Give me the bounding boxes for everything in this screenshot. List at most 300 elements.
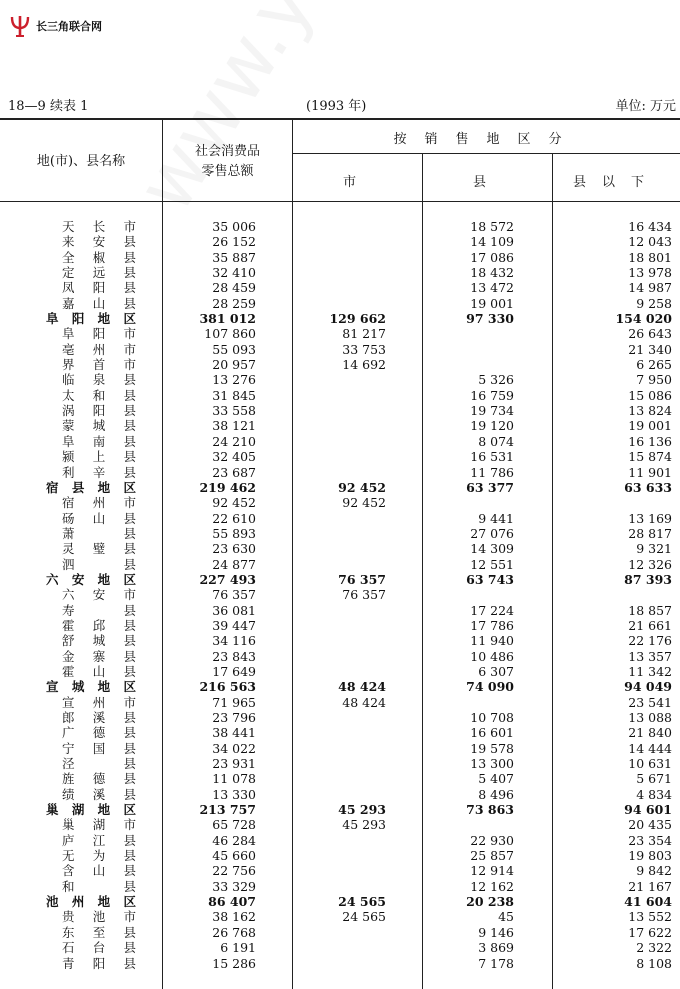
name-char: 县 [123,710,136,725]
row-county-value: 27 076 [470,525,514,541]
name-char: 区 [123,571,136,587]
row-name [62,342,136,357]
row-total-value: 35 006 [212,219,256,234]
row-below-value: 19 001 [628,418,672,434]
row-below-value: 87 393 [624,571,672,587]
site-name: 长三角联合网 [36,20,102,33]
table-row [0,649,680,664]
row-total-value: 24 210 [212,433,256,449]
row-total-value: 216 563 [199,679,256,695]
name-char: 地 [97,802,111,818]
region-row [0,802,680,817]
row-below-value: 17 622 [628,924,672,940]
table-year: (1993 年) [306,99,367,114]
name-char: 长 [92,219,106,234]
name-char: 南 [92,433,106,449]
name-char: 城 [71,679,85,695]
table-row [0,280,680,295]
row-total-value: 28 259 [212,295,256,311]
row-city-value: 76 357 [338,571,386,587]
row-county-value: 97 330 [466,311,514,327]
row-below-value: 5 671 [636,771,672,787]
name-char: 州 [92,341,106,357]
row-city-value: 24 565 [342,909,386,925]
row-total-value: 33 558 [212,403,256,419]
row-below-value: 154 020 [615,311,672,327]
row-county-value: 10 486 [470,648,514,664]
row-county-value: 19 001 [470,295,514,311]
row-county-value: 9 441 [478,510,514,526]
row-county-value: 19 734 [470,403,514,419]
row-name [46,572,136,587]
row-county-value: 13 300 [470,756,514,772]
table-top-rule [0,118,680,120]
name-char: 县 [123,556,136,572]
row-name [62,833,136,848]
row-below-value: 63 633 [624,479,672,495]
name-char: 嘉 [62,295,75,311]
name-char: 县 [123,617,136,633]
table-row [0,956,680,971]
row-total-value: 219 462 [199,479,256,495]
name-char: 邱 [92,617,106,633]
name-char: 县 [123,418,136,434]
row-county-value: 8 496 [478,786,514,802]
row-county-value: 7 178 [478,955,514,971]
row-below-value: 15 874 [628,449,672,465]
row-total-value: 107 860 [204,326,256,342]
name-char: 巢 [46,802,59,818]
row-county-value: 20 238 [466,894,514,910]
name-char: 县 [123,525,136,541]
row-name [62,925,136,940]
row-name [62,756,136,771]
row-name [62,541,136,556]
row-below-value: 94 049 [624,679,672,695]
name-char: 县 [123,403,136,419]
row-below-value: 13 169 [628,510,672,526]
total-header [163,142,292,182]
table-row [0,465,680,480]
name-char: 宣 [46,679,59,695]
name-char: 地 [97,894,111,910]
row-name [62,265,136,280]
row-below-value: 7 950 [636,372,672,388]
row-below-value: 9 321 [636,541,672,557]
row-below-value: 20 435 [628,817,672,833]
row-name [62,741,136,756]
name-char: 县 [123,249,136,265]
name-char: 池 [46,894,59,910]
name-char: 山 [92,663,106,679]
row-county-value: 10 708 [470,710,514,725]
row-county-value: 73 863 [466,802,514,818]
row-name [62,465,136,480]
table-row [0,664,680,679]
name-char: 县 [123,449,136,465]
row-total-value: 34 116 [212,633,256,649]
row-total-value: 31 845 [212,387,256,403]
row-total-value: 22 756 [212,863,256,879]
row-below-value: 12 326 [628,556,672,572]
row-city-value: 45 293 [338,802,386,818]
row-county-value: 45 [498,909,514,925]
row-city-value: 92 452 [338,479,386,495]
table-row [0,403,680,418]
name-char: 来 [62,234,75,250]
table-row [0,710,680,725]
row-below-value: 19 803 [628,848,672,864]
name-char: 县 [123,295,136,311]
county-header: 县 [472,175,502,190]
row-total-value: 23 843 [212,648,256,664]
row-total-value: 32 405 [212,449,256,465]
row-county-value: 63 743 [466,571,514,587]
below-county-header: 县以下 [572,175,660,190]
row-county-value: 6 307 [478,663,514,679]
row-below-value: 13 978 [628,265,672,281]
row-county-value: 19 578 [470,740,514,756]
name-char: 阳 [92,955,106,971]
row-name [62,326,136,341]
row-county-value: 9 146 [478,924,514,940]
row-total-value: 26 152 [212,234,256,250]
row-name [62,956,136,971]
row-below-value: 21 840 [628,725,672,741]
name-char: 无 [62,848,75,864]
row-total-value: 213 757 [199,802,256,818]
row-total-value: 86 407 [208,894,256,910]
name-char: 和 [62,878,75,894]
name-char: 舒 [62,633,75,649]
row-name [62,372,136,387]
name-char: 县 [123,633,136,649]
row-total-value: 13 330 [212,786,256,802]
name-char: 亳 [62,341,75,357]
name-char: 县 [123,940,136,956]
row-name [62,863,136,878]
name-char: 县 [123,510,136,526]
name-char: 县 [123,740,136,756]
row-name [62,388,136,403]
row-county-value: 16 601 [470,725,514,741]
row-name [46,480,136,495]
name-char: 泾 [62,756,75,772]
row-total-value: 22 610 [212,510,256,526]
name-char: 全 [62,249,75,265]
name-char: 溪 [92,710,106,725]
name-char: 区 [123,311,136,327]
table-row [0,587,680,602]
table-body [0,219,680,971]
row-name [46,894,136,909]
row-below-value: 13 357 [628,648,672,664]
name-char: 州 [92,694,106,710]
site-logo[interactable] [8,14,102,38]
row-below-value: 26 643 [628,326,672,342]
row-below-value: 15 086 [628,387,672,403]
row-name [62,771,136,786]
table-row [0,863,680,878]
stub-header: 地(市)、县名称 [36,154,126,169]
row-name [62,848,136,863]
table-row [0,372,680,387]
name-char: 安 [92,234,106,250]
name-char: 区 [123,679,136,695]
region-row [0,572,680,587]
name-char: 县 [123,878,136,894]
table-row [0,787,680,802]
table-row [0,725,680,740]
row-name [46,802,136,817]
name-char: 庐 [62,832,75,848]
table-row [0,695,680,710]
name-char: 区 [123,479,136,495]
name-char: 州 [92,495,106,511]
row-name [62,280,136,295]
row-name [62,449,136,464]
name-char: 市 [123,694,136,710]
row-name [62,618,136,633]
name-char: 县 [123,848,136,864]
row-city-value: 48 424 [338,679,386,695]
total-header-line1: 社会消费品 [194,144,260,159]
row-county-value: 16 531 [470,449,514,465]
name-char: 地 [97,479,111,495]
name-char: 金 [62,648,75,664]
name-char: 池 [92,909,106,925]
table-row [0,909,680,924]
row-name [62,495,136,510]
name-char: 利 [62,464,75,480]
row-total-value: 6 191 [220,940,256,956]
row-name [62,434,136,449]
table-id: 18—9 续表 1 [8,99,89,114]
name-char: 台 [92,940,106,956]
name-char: 泉 [92,372,106,388]
name-char: 临 [62,372,75,388]
table-row [0,879,680,894]
name-char: 旌 [62,771,75,787]
name-char: 蒙 [62,418,75,434]
row-name [62,587,136,602]
name-char: 市 [123,326,136,342]
name-char: 县 [123,265,136,281]
table-row [0,541,680,556]
row-below-value: 94 601 [624,802,672,818]
row-below-value: 23 541 [628,694,672,710]
table-row [0,817,680,832]
name-char: 县 [123,541,136,557]
row-name [62,418,136,433]
row-total-value: 36 081 [212,602,256,618]
row-below-value: 2 322 [636,940,672,956]
row-below-value: 18 801 [628,249,672,265]
row-name [62,526,136,541]
row-county-value: 74 090 [466,679,514,695]
row-total-value: 24 877 [212,556,256,572]
row-county-value: 18 432 [470,265,514,281]
row-name [62,357,136,372]
name-char: 灵 [62,541,75,557]
row-city-value: 48 424 [342,694,386,710]
row-name [62,879,136,894]
row-below-value: 4 834 [636,786,672,802]
psi-logo-icon [8,14,32,38]
table-row [0,265,680,280]
name-char: 湖 [71,802,85,818]
name-char: 国 [92,740,106,756]
row-name [62,603,136,618]
row-total-value: 32 410 [212,265,256,281]
name-char: 城 [92,418,106,434]
row-below-value: 22 176 [628,633,672,649]
table-row [0,495,680,510]
row-county-value: 13 472 [470,280,514,296]
row-below-value: 16 434 [628,219,672,234]
name-char: 椒 [92,249,106,265]
name-char: 颍 [62,449,75,465]
row-name [62,511,136,526]
name-char: 县 [123,863,136,879]
row-total-value: 227 493 [199,571,256,587]
name-char: 六 [62,587,75,603]
row-below-value: 23 354 [628,832,672,848]
name-char: 贵 [62,909,75,925]
row-below-value: 41 604 [624,894,672,910]
table-row [0,434,680,449]
name-char: 远 [92,265,106,281]
name-char: 青 [62,955,75,971]
row-name [62,649,136,664]
name-char: 市 [123,357,136,373]
table-row [0,526,680,541]
row-total-value: 71 965 [212,694,256,710]
name-char: 山 [92,863,106,879]
name-char: 县 [123,924,136,940]
row-county-value: 14 309 [470,541,514,557]
name-char: 阳 [92,326,106,342]
table-row [0,557,680,572]
row-county-value: 16 759 [470,387,514,403]
name-char: 霍 [62,617,75,633]
row-name [62,725,136,740]
name-char: 阳 [71,311,85,327]
row-name [62,296,136,311]
row-name [62,909,136,924]
row-total-value: 35 887 [212,249,256,265]
name-char: 天 [62,219,75,234]
row-below-value: 12 043 [628,234,672,250]
name-char: 定 [62,265,75,281]
row-total-value: 23 630 [212,541,256,557]
row-name [62,250,136,265]
row-total-value: 46 284 [212,832,256,848]
name-char: 广 [62,725,75,741]
name-char: 安 [92,587,106,603]
row-total-value: 38 121 [212,418,256,434]
row-county-value: 18 572 [470,219,514,234]
row-county-value: 19 120 [470,418,514,434]
name-char: 首 [92,357,106,373]
row-below-value: 28 817 [628,525,672,541]
row-county-value: 8 074 [478,433,514,449]
table-row [0,234,680,249]
name-char: 市 [123,817,136,833]
name-char: 地 [97,679,111,695]
name-char: 寿 [62,602,75,618]
table-row [0,833,680,848]
region-row [0,480,680,495]
name-char: 阜 [62,433,75,449]
row-below-value: 11 901 [628,464,672,480]
name-char: 郎 [62,710,75,725]
row-total-value: 15 286 [212,955,256,971]
row-county-value: 11 940 [470,633,514,649]
row-below-value: 13 552 [628,909,672,925]
table-row [0,940,680,955]
name-char: 山 [92,295,106,311]
name-char: 县 [123,648,136,664]
name-char: 州 [71,894,85,910]
table-row [0,250,680,265]
name-char: 城 [92,633,106,649]
name-char: 宁 [62,740,75,756]
name-char: 太 [62,387,75,403]
row-below-value: 21 661 [628,617,672,633]
table-row [0,342,680,357]
name-char: 县 [123,602,136,618]
row-county-value: 12 551 [470,556,514,572]
name-char: 巢 [62,817,75,833]
name-char: 东 [62,924,75,940]
header-bottom-rule [0,201,680,202]
row-below-value: 6 265 [636,357,672,373]
row-below-value: 16 136 [628,433,672,449]
row-name [62,817,136,832]
table-row [0,633,680,648]
name-char: 涡 [62,403,75,419]
group-header-rule [293,153,680,154]
name-char: 含 [62,863,75,879]
name-char: 宿 [62,495,75,511]
name-char: 区 [123,894,136,910]
name-char: 县 [123,372,136,388]
name-char: 为 [92,848,106,864]
name-char: 县 [123,280,136,296]
row-below-value: 21 167 [628,878,672,894]
row-name [62,557,136,572]
name-char: 石 [62,940,75,956]
row-total-value: 23 796 [212,710,256,725]
row-county-value: 17 786 [470,617,514,633]
row-total-value: 11 078 [212,771,256,787]
name-char: 县 [123,387,136,403]
sales-region-group-header: 按销售地区分 [393,132,580,147]
name-char: 宿 [46,479,59,495]
row-total-value: 45 660 [212,848,256,864]
row-total-value: 39 447 [212,617,256,633]
name-char: 阳 [92,280,106,296]
row-total-value: 33 329 [212,878,256,894]
row-below-value: 10 631 [628,756,672,772]
row-below-value: 14 987 [628,280,672,296]
row-city-value: 45 293 [342,817,386,833]
name-char: 溪 [92,786,106,802]
row-county-value: 25 857 [470,848,514,864]
table-row [0,296,680,311]
name-char: 砀 [62,510,75,526]
